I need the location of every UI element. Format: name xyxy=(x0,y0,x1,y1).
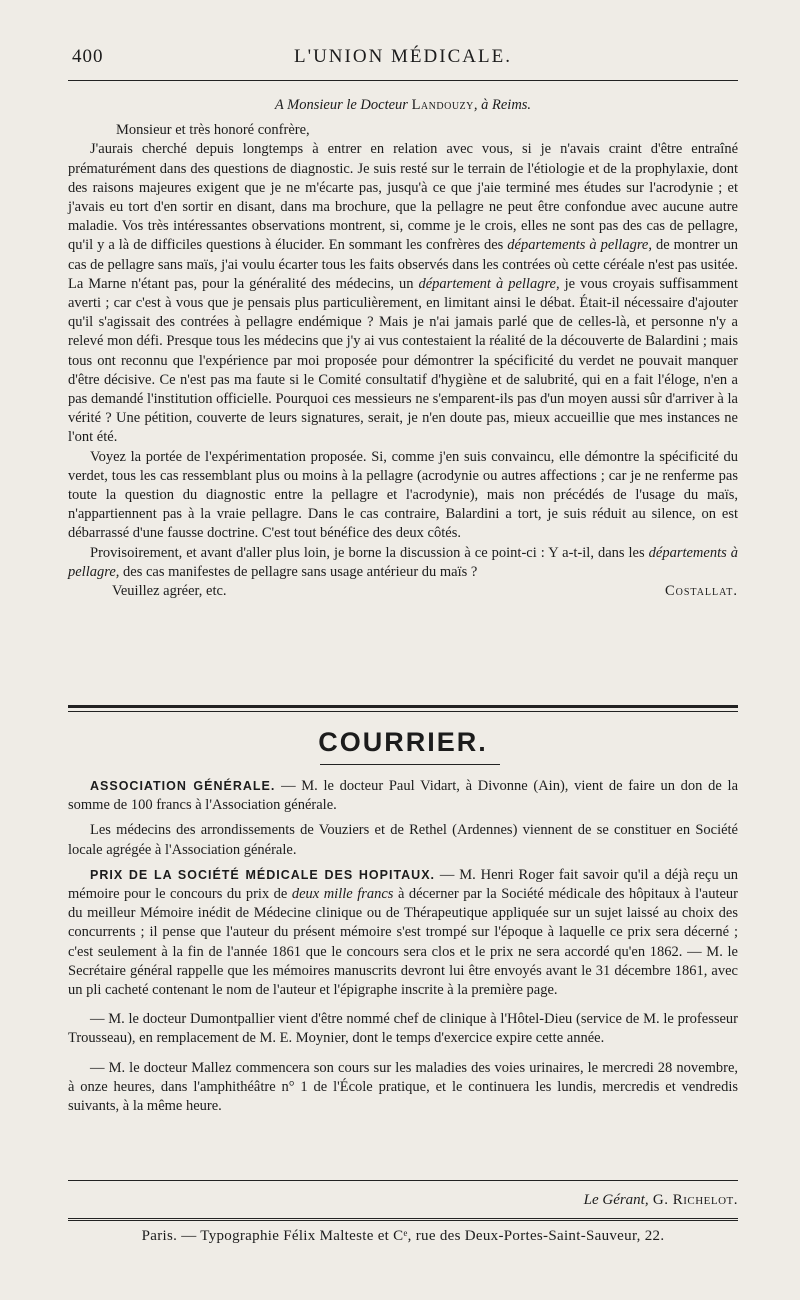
signature: Costallat. xyxy=(664,583,738,600)
courrier-section xyxy=(68,777,738,1116)
closing-text: Veuillez agréer, etc. xyxy=(112,583,227,600)
letter-closing xyxy=(68,582,738,601)
assoc-rubric: ASSOCIATION GÉNÉRALE. xyxy=(90,779,276,793)
footer-rule xyxy=(68,1180,738,1181)
letter-paragraph-3: Provisoirement, et avant d'aller plus loin, je borne la discussion à ce point-ci : Y a-t-il, dans les départements à pellagre, des cas manifestes de pellagre sans usage antérieur du maïs ? xyxy=(68,544,739,580)
courrier-underline xyxy=(320,764,500,765)
page-number: 400 xyxy=(72,46,104,67)
letter-salutation: Monsieur et très honoré confrère, xyxy=(116,122,310,139)
dumontpallier-paragraph: — M. le docteur Dumontpallier vient d'être nommé chef de clinique à l'Hôtel-Dieu (service de M. le professeur Trousseau), en remplacement de M. E. Moynier, dont le temps d'exercice expire cette année. xyxy=(68,1011,738,1047)
header-rule xyxy=(68,80,738,81)
letter-paragraph-2: Voyez la portée de l'expérimentation proposée. Si, comme j'en suis convaincu, elle démontre la spécificité du verdet, tous les cas ressemblant plus ou moins à la pellagre (acrodynie ou autres affections ; car je ne renferme pas toute la question du diagnostic entre la pellagre et l'acrodynie), mais non précédés de l'usage du maïs, n'appartiennent pas à la vraie pellagre. Dans le cas contraire, Balardini a tort, je suis réduit au silence, on est débarrassé d'une fausse doctrine. C'est tout bénéfice des deux côtés. xyxy=(68,448,738,542)
assoc-paragraph: ASSOCIATION GÉNÉRALE. — M. le docteur Paul Vidart, à Divonne (Ain), vient de faire un don de la somme de 100 francs à l'Association générale. xyxy=(68,778,738,814)
gerant-line: Le Gérant, G. Richelot. xyxy=(583,1192,738,1208)
prix-paragraph: PRIX DE LA SOCIÉTÉ MÉDICALE DES HOPITAUX. — M. Henri Roger fait savoir qu'il a déjà reçu un mémoire pour le concours du prix de deux mille francs à décerner par la Société médicale des hôpitaux à l'auteur du meilleur Mémoire inédit de Médecine clinique ou de Thérapeutique appliquée sur un sujet laissé au choix des concurrents ; il pense que l'auteur du présent mémoire s'est trompé sur l'époque à laquelle ce prix sera décerné ; c'est seulement à la fin de l'année 1861 que le concours sera clos et le prix ne sera accordé qu'en 1862. — M. le Secrétaire général rappelle que les mémoires manuscrits devront lui être envoyés avant le 31 décembre 1861, avec un pli cacheté contenant le nom de l'auteur et l'épigraphe inscrite à la première page. xyxy=(68,866,738,999)
journal-title: L'UNION MÉDICALE. xyxy=(294,46,512,67)
section-rule-top xyxy=(68,705,738,708)
letter-section xyxy=(68,96,738,601)
imprint-rule xyxy=(68,1218,738,1224)
prix-rubric: PRIX DE LA SOCIÉTÉ MÉDICALE DES HOPITAUX. xyxy=(90,867,436,882)
page-header xyxy=(68,44,738,72)
section-rule-bottom xyxy=(68,711,738,712)
assoc-paragraph-2: Les médecins des arrondissements de Vouziers et de Rethel (Ardennes) viennent de se constituer en Société locale agrégée à l'Association générale. xyxy=(68,822,738,858)
letter-heading: A Monsieur le Docteur Landouzy, à Reims. xyxy=(274,97,532,113)
mallez-paragraph: — M. le docteur Mallez commencera son cours sur les maladies des voies urinaires, le mercredi 28 novembre, à onze heures, dans l'amphithéâtre n° 1 de l'École pratique, et le continuera les lundis, mercredis et vendredis suivants, à la même heure. xyxy=(68,1059,738,1115)
imprint: Paris. — Typographie Félix Malteste et Cᵉ, rue des Deux-Portes-Saint-Sauveur, 22. xyxy=(141,1228,665,1244)
courrier-title: COURRIER. xyxy=(318,727,488,757)
letter-paragraph-1: J'aurais cherché depuis longtemps à entrer en relation avec vous, si je n'avais craint d'être entraîné prématurément dans des questions de diagnostic. Je suis resté sur le terrain de l'étiologie et de la prophylaxie, dont des raisons majeures exigent que je ne m'écarte pas, jusqu'à ce que j'aie terminé mes études sur l'acrodynie ; et j'avais eu tort d'en sortir en disant, dans ma brochure, que la pellagre ne peut être confondue avec aucune autre maladie. Vos très intéressantes observations montrent, si, comme je le crois, elles ne sont pas des cas de pellagre, qu'il y a là de difficiles questions à élucider. En sommant les confrères des départements à pellagre, de montrer un cas de pellagre sans maïs, j'ai voulu écarter tous les faits observés dans les contrées où cette céréale n'est pas usitée. La Marne n'étant pas, pour la généralité des médecins, un département à pellagre, je vous croyais suffisamment averti ; car c'est à vous que je pensais plus particulièrement, en limitant ainsi le débat. Était-il nécessaire d'ajouter qu'il s'agissait des contrées à pellagre endémique ? Mais je n'ai jamais parlé que de celles-là, et personne n'y a relevé mon défi. Presque tous les médecins que j'y ai vus contestaient la réalité de la découverte de Balardini ; mais tous ont reconnu que l'expérience par moi proposée pour démontrer la spécificité du verdet ne pouvait manquer d'être décisive. Ce n'est pas ma faute si le Comité consultatif d'hygiène et de salubrité, qui en a fait l'éloge, n'en a pas demandé l'institution officielle. Pourquoi ces messieurs ne s'emparent-ils pas d'un moyen aussi sûr d'arriver à la vérité ? Une pétition, couverte de leurs signatures, serait, je n'en doute pas, mieux accueillie que mes instances ne l'ont été. xyxy=(68,141,739,446)
